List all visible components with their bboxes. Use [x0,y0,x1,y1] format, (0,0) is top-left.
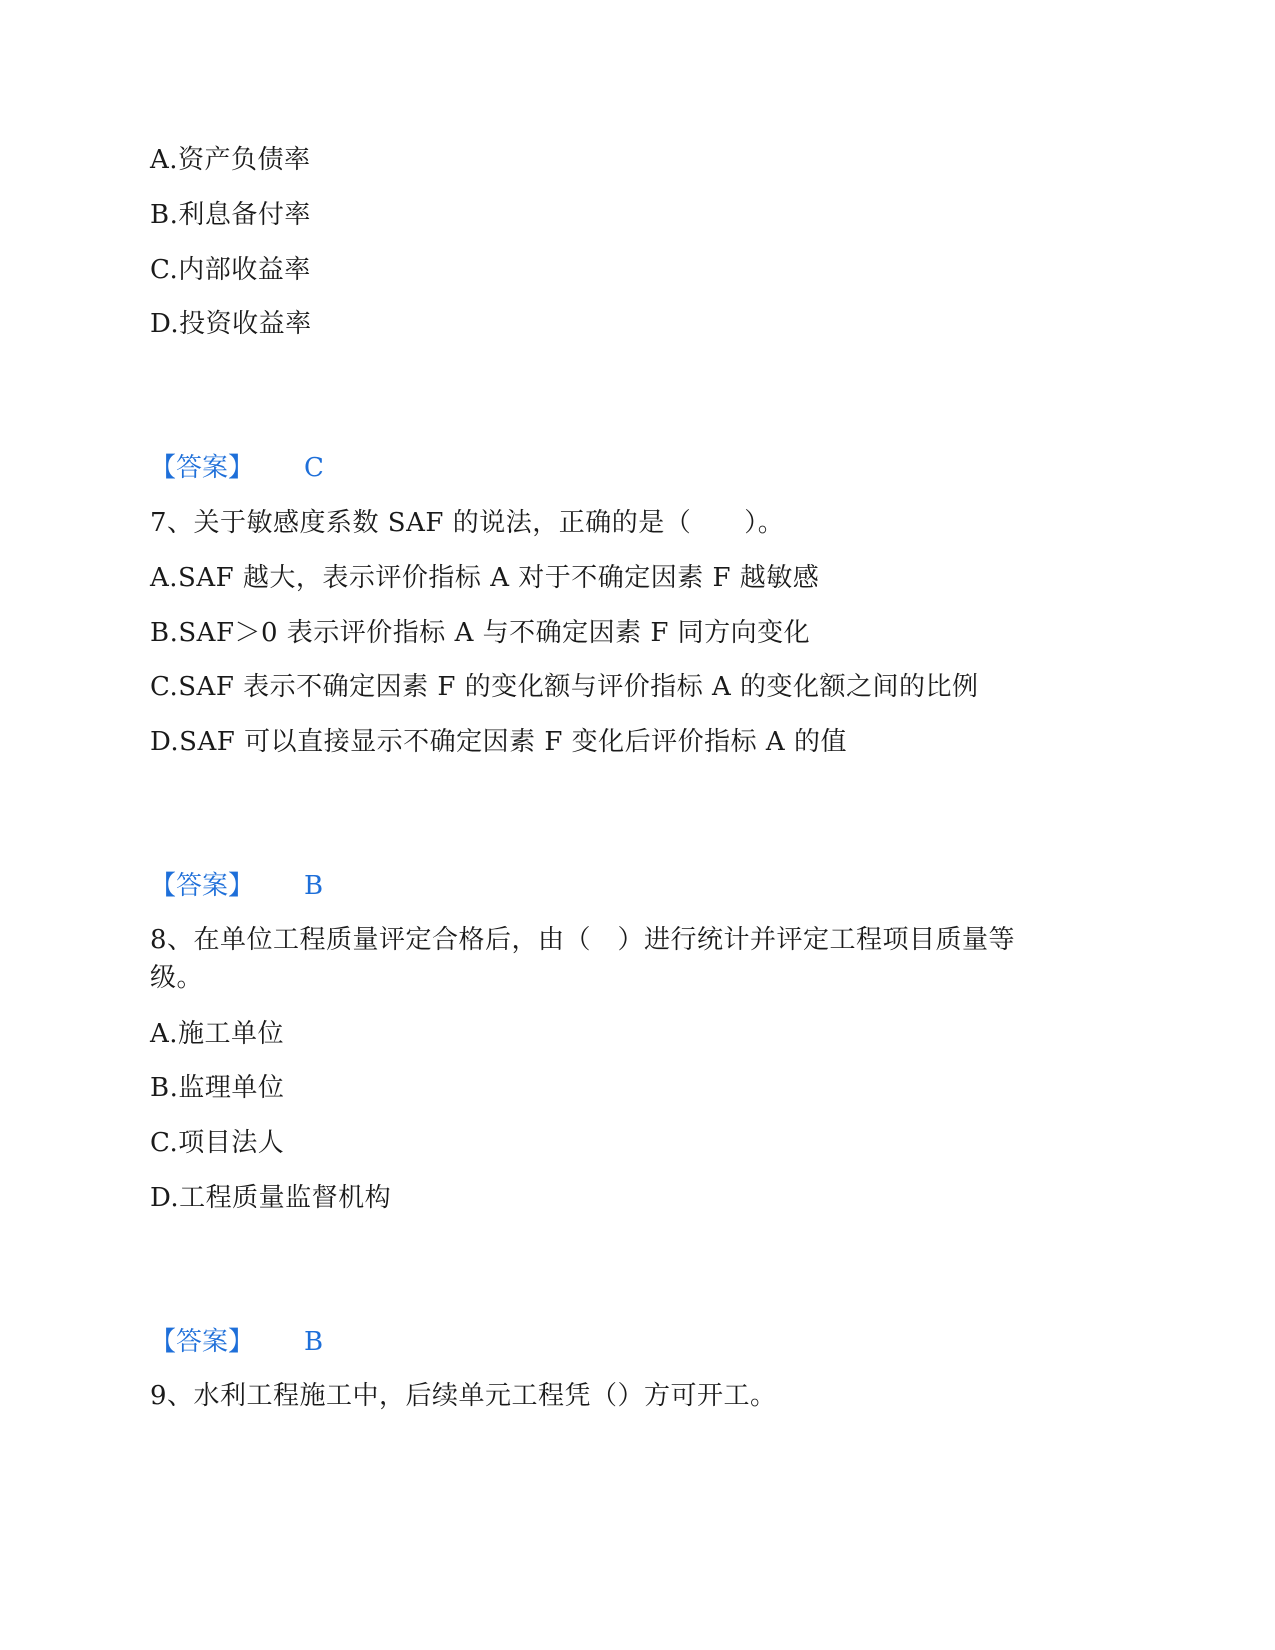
answer-value: B [304,871,324,901]
q8-stem-line1: 8、在单位工程质量评定合格后，由（ ）进行统计并评定工程项目质量等 [150,925,1016,955]
q6-option-a: A.资产负债率 [150,145,311,175]
q8-option-a: A.施工单位 [150,1019,285,1049]
q8-option-b: B.监理单位 [150,1073,285,1103]
answer-label: 【答案】 [150,871,255,901]
q7-option-d: D.SAF 可以直接显示不确定因素 F 变化后评价指标 A 的值 [150,727,847,757]
q7-option-a: A.SAF 越大，表示评价指标 A 对于不确定因素 F 越敏感 [150,563,820,593]
q9-stem: 9、水利工程施工中，后续单元工程凭（）方可开工。 [150,1381,777,1411]
q7-answer [150,869,323,903]
answer-label: 【答案】 [150,453,255,483]
q6-option-b: B.利息备付率 [150,200,311,230]
q6-answer [150,451,324,485]
q8-stem-line2: 级。 [150,963,204,993]
q8-option-c: C.项目法人 [150,1128,285,1158]
answer-label: 【答案】 [150,1327,255,1357]
answer-value: C [304,453,324,483]
q8-answer [150,1325,323,1359]
q7-option-b: B.SAF＞0 表示评价指标 A 与不确定因素 F 同方向变化 [150,618,811,648]
q6-option-d: D.投资收益率 [150,309,312,339]
q7-option-c: C.SAF 表示不确定因素 F 的变化额与评价指标 A 的变化额之间的比例 [150,672,979,702]
q7-stem: 7、关于敏感度系数 SAF 的说法，正确的是（ ）。 [150,508,785,538]
q6-option-c: C.内部收益率 [150,255,311,285]
answer-value: B [304,1327,324,1357]
q8-option-d: D.工程质量监督机构 [150,1183,392,1213]
